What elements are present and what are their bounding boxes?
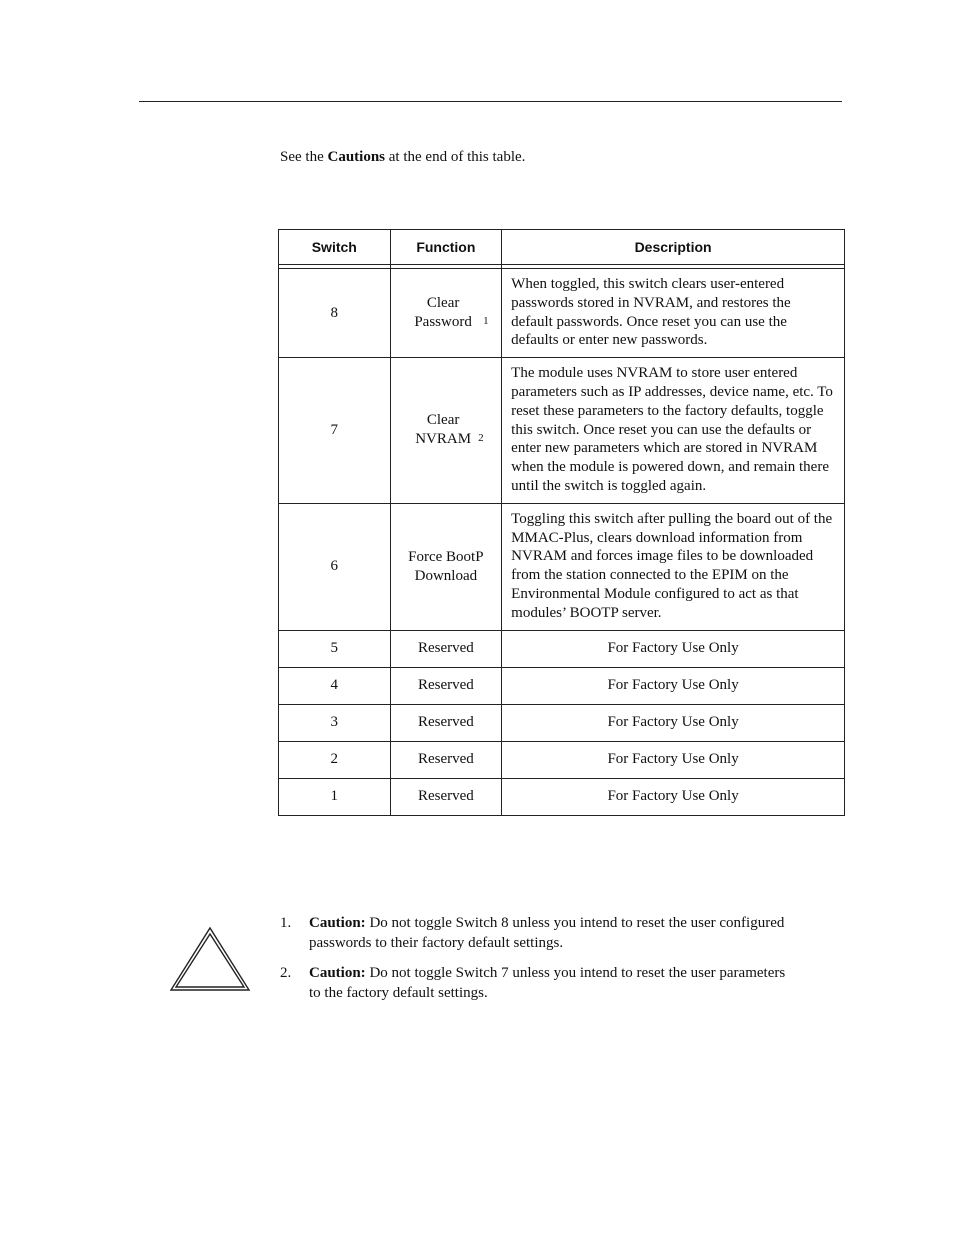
table-row — [279, 630, 845, 667]
table-row — [279, 704, 845, 741]
table-row — [279, 358, 845, 504]
header-description: Description — [502, 230, 845, 265]
header-rule — [139, 101, 842, 102]
function-name: Force BootP Download — [408, 549, 484, 584]
switch-number: 5 — [279, 630, 391, 667]
caution-number: 2. — [280, 965, 292, 981]
table-header-row — [279, 230, 845, 265]
caution-text: Do not toggle Switch 7 unless you intend to reset the user parameters to the factory default settings. — [309, 965, 786, 1001]
function-name: Reserved — [390, 704, 502, 741]
switch-number: 3 — [279, 704, 391, 741]
table-row — [279, 741, 845, 778]
intro-suffix: at the end of this table. — [388, 149, 526, 165]
description-cell: The module uses NVRAM to store user entered parameters such as IP addresses, device name, etc. To reset these parameters to the factory defaults, toggle this switch. Once reset you can use the defaults or enter new parameters which are stored in NVRAM when the module is powered down, and remain there until the switch is toggled again. — [502, 358, 845, 504]
function-name: Reserved — [390, 667, 502, 704]
switch-number: 8 — [279, 269, 391, 358]
intro-line — [280, 149, 525, 166]
footnote-ref: 2 — [478, 431, 484, 444]
description-cell: Toggling this switch after pulling the board out of the MMAC-Plus, clears download information from NVRAM and forces image files to be downloaded from the station connected to the EPIM on the Environmental Module configured to act as that modules’ BOOTP server. — [502, 503, 845, 630]
caution-label: Caution: — [309, 915, 366, 931]
description-cell: For Factory Use Only — [502, 630, 845, 667]
cautions-list — [280, 914, 800, 1014]
switch-table — [278, 229, 845, 816]
switch-number: 4 — [279, 667, 391, 704]
function-name: Reserved — [390, 741, 502, 778]
table-row — [279, 778, 845, 815]
description-cell: For Factory Use Only — [502, 778, 845, 815]
caution-number: 1. — [280, 915, 292, 931]
switch-number: 1 — [279, 778, 391, 815]
footnote-ref: 1 — [483, 314, 489, 327]
table-row — [279, 667, 845, 704]
function-name: Reserved — [390, 630, 502, 667]
description-cell: When toggled, this switch clears user-entered passwords stored in NVRAM, and restores the default passwords. Once reset you can use the defaults or enter new passwords. — [502, 269, 845, 358]
switch-number: 2 — [279, 741, 391, 778]
switch-number: 6 — [279, 503, 391, 630]
switch-number: 7 — [279, 358, 391, 504]
caution-item — [280, 914, 800, 953]
function-cell — [390, 358, 502, 504]
table-row — [279, 503, 845, 630]
description-cell: For Factory Use Only — [502, 741, 845, 778]
warning-triangle-icon — [169, 926, 251, 992]
description-cell: For Factory Use Only — [502, 704, 845, 741]
table-row — [279, 269, 845, 358]
intro-prefix: See the — [280, 149, 324, 165]
function-name: Reserved — [390, 778, 502, 815]
description-cell: For Factory Use Only — [502, 667, 845, 704]
caution-label: Caution: — [309, 965, 366, 981]
function-name: Clear NVRAM — [415, 412, 472, 447]
caution-item — [280, 964, 800, 1003]
header-function: Function — [390, 230, 502, 265]
function-cell — [390, 269, 502, 358]
caution-text: Do not toggle Switch 8 unless you intend to reset the user configured passwords to their factory default settings. — [309, 915, 785, 951]
function-name: Clear Password — [414, 295, 472, 330]
function-cell — [390, 503, 502, 630]
header-switch: Switch — [279, 230, 391, 265]
intro-bold: Cautions — [327, 149, 386, 165]
